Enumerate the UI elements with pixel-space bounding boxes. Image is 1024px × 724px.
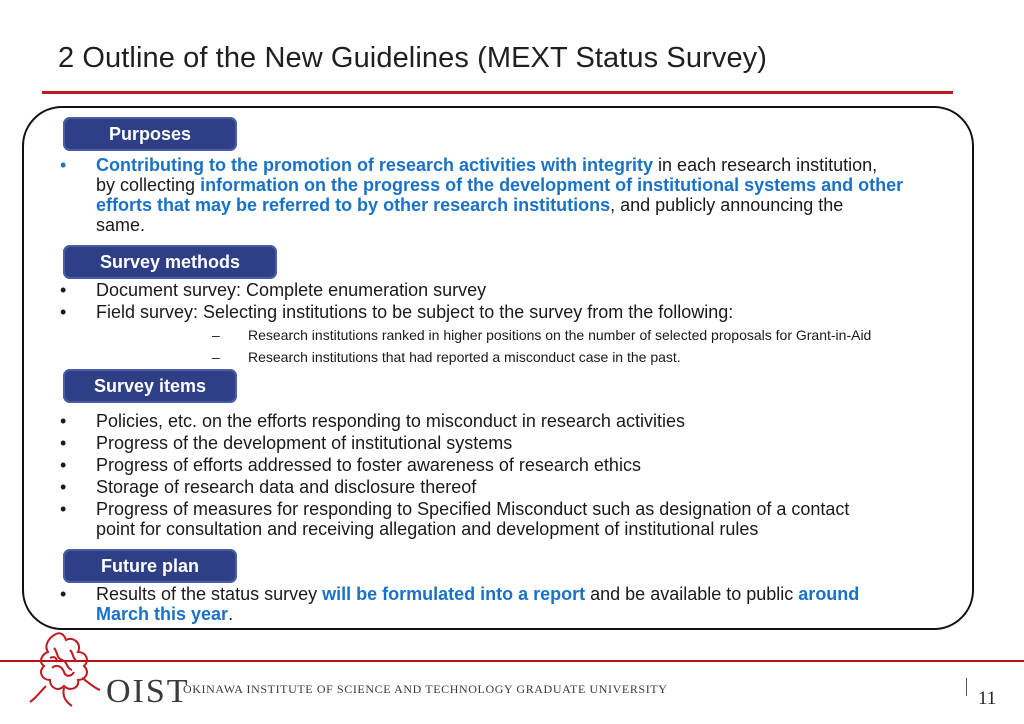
future-text: . [228,604,234,624]
future-highlight-report: will be formulated into a report [322,584,586,604]
survey-item-continuation: point for consultation and receiving allegation and development of institutional rules [96,519,759,539]
oist-emblem-icon [26,628,104,708]
dash-glyph: – [212,349,220,365]
title-divider [42,91,953,94]
survey-item: Storage of research data and disclosure thereof [96,477,477,497]
purposes-line-2 [96,175,903,195]
bullet-glyph: • [60,584,67,604]
bullet-glyph: • [60,477,67,497]
bullet-glyph: • [60,280,67,300]
future-line-1 [96,584,859,604]
bullet-glyph: • [60,155,67,175]
institution-name: OKINAWA INSTITUTE OF SCIENCE AND TECHNOLOGY GRADUATE UNIVERSITY [183,682,668,696]
future-text: and be available to public [585,584,799,604]
bullet-glyph: • [60,433,67,453]
purposes-highlight-efforts: efforts that may be referred to by other research institutions [96,195,611,215]
purposes-highlight-integrity: Contributing to the promotion of research activities with integrity [96,155,654,175]
methods-subitem: Research institutions that had reported a misconduct case in the past. [248,349,681,365]
survey-item: Progress of efforts addressed to foster awareness of research ethics [96,455,641,475]
purposes-line-4: same. [96,215,146,235]
bullet-glyph: • [60,455,67,475]
future-line-2 [96,604,233,624]
future-plan-badge: Future plan [63,549,237,583]
purposes-text: in each research institution, [653,155,878,175]
purposes-text: by collecting [96,175,201,195]
survey-item: Progress of measures for responding to Specified Misconduct such as designation of a contact [96,499,850,519]
future-highlight-around: around [798,584,860,604]
bullet-glyph: • [60,499,67,519]
footer-divider [0,660,1024,662]
survey-item: Progress of the development of institutional systems [96,433,513,453]
oist-logo: OIST [106,673,190,710]
methods-item: Document survey: Complete enumeration survey [96,280,487,300]
bullet-glyph: • [60,302,67,322]
slide-title: 2 Outline of the New Guidelines (MEXT Status Survey) [58,42,768,74]
page-number: 11 [978,688,997,709]
dash-glyph: – [212,327,220,343]
purposes-line-1 [96,155,877,175]
bullet-glyph: • [60,411,67,431]
methods-subitem: Research institutions ranked in higher positions on the number of selected proposals for Grant-in-Aid [248,327,872,343]
purposes-text: , and publicly announcing the [610,195,844,215]
purposes-highlight-info: information on the progress of the development of institutional systems and other [200,175,904,195]
future-text: Results of the status survey [96,584,323,604]
methods-item: Field survey: Selecting institutions to be subject to the survey from the following: [96,302,734,322]
purposes-badge: Purposes [63,117,237,151]
survey-items-badge: Survey items [63,369,237,403]
survey-methods-badge: Survey methods [63,245,277,279]
purposes-line-3 [96,195,843,215]
future-highlight-march: March this year [96,604,229,624]
survey-item: Policies, etc. on the efforts responding to misconduct in research activities [96,411,685,431]
page-number-separator [966,678,967,696]
